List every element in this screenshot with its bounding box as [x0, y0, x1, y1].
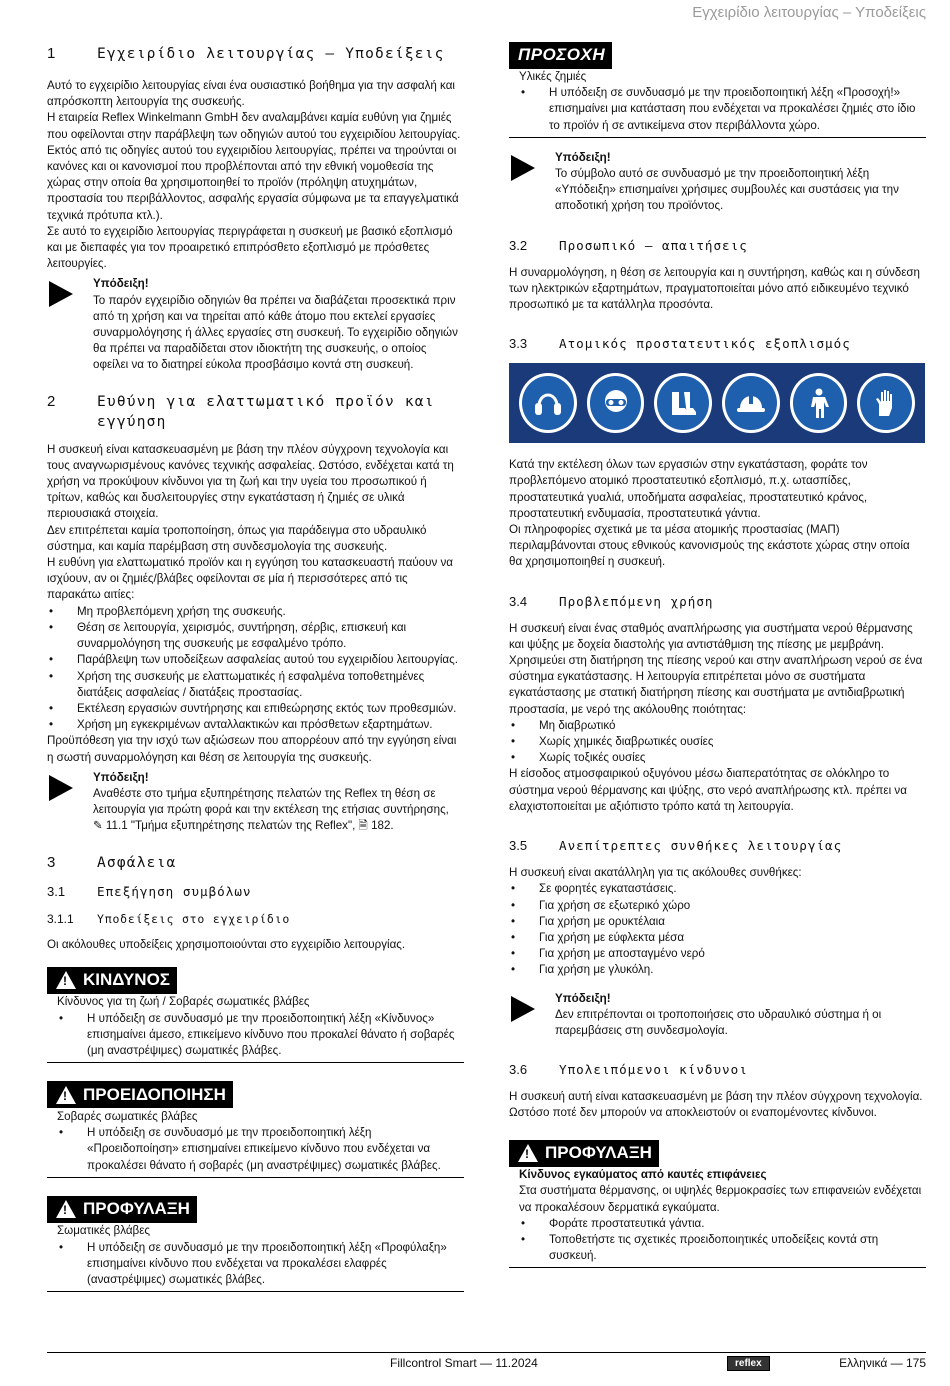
- list-item: • Η υπόδειξη σε συνδυασμό με την προειδοποιητική λέξη «Προφύλαξη» επισημαίνει κίνδυνο που ενδέχεται να προκαλέσει ελαφρές (αναστρέψιμες) σωματικές βλάβες.: [57, 1240, 464, 1289]
- notice-subtitle: Σωματικές βλάβες: [57, 1224, 150, 1238]
- water-quality-list: [509, 718, 926, 767]
- paragraph: Σε αυτό το εγχειρίδιο λειτουργίας περιγράφεται η συσκευή με βασικό εξοπλισμό και με διεπαφές για τον προαιρετικό επιπρόσθετο εξοπλισμό με πρόσθετες λειτουργίες.: [47, 224, 453, 271]
- list-item: • Για χρήση με αποσταγμένο νερό: [509, 946, 926, 962]
- caution-badge: ! ΠΡΟΦΥΛΑΞΗ: [509, 1140, 659, 1167]
- warning-triangle-icon: [518, 1144, 538, 1162]
- paragraph: Οι ακόλουθες υποδείξεις χρησιμοποιούνται στο εγχειρίδιο λειτουργίας.: [47, 937, 406, 951]
- helmet-icon: [722, 373, 780, 433]
- note-text: Το παρόν εγχειρίδιο οδηγιών θα πρέπει να διαβάζεται προσεκτικά πριν από τη χρήση και να τηρείται από κάθε άτομο που εκτελεί εργασίες συναρμολόγησης ή άλλες εργασίες στη συσκευή. Το εγχειρίδιο οδηγιών θα πρέπει να παραδίδεται στον ιδιοκτήτη της συσκευής, ο οποίος οφείλει να το διατηρεί εύκολα προσβάσιμο κοντά στη συσκευή.: [93, 293, 458, 372]
- list-item: • Παράβλεψη των υποδείξεων ασφαλείας αυτού του εγχειριδίου λειτουργίας.: [47, 652, 464, 668]
- safety-boots-icon: [654, 373, 712, 433]
- note-text: Δεν επιτρέπονται οι τροποποιήσεις στο υδραυλικό σύστημα ή οι παρεμβάσεις στη συνδεσμολογία.: [555, 1007, 882, 1037]
- notice-subtitle: Σοβαρές σωματικές βλάβες: [57, 1109, 198, 1123]
- gloves-icon: [857, 373, 915, 433]
- prohibited-conditions-list: [509, 881, 926, 978]
- footer-page-number: Ελληνικά — 175: [839, 1356, 926, 1370]
- attention-badge: ΠΡΟΣΟΧΗ: [509, 42, 612, 69]
- right-column: [509, 42, 926, 1268]
- list-item: • Η υπόδειξη σε συνδυασμό με την προειδοποιητική λέξη «Κίνδυνος» επισημαίνει άμεσο, επικείμενο κίνδυνο που προκαλεί θάνατο ή σοβαρές (μη αναστρέψιμες) σωματικές βλάβες.: [57, 1011, 464, 1060]
- footer-divider: [47, 1352, 926, 1353]
- warning-triangle-icon: [56, 971, 76, 989]
- goggles-icon: [587, 373, 645, 433]
- caution-badge: ! ΠΡΟΦΥΛΑΞΗ: [47, 1196, 197, 1223]
- note-box: [509, 991, 926, 1040]
- section-1-heading: 1 Εγχειρίδιο λειτουργίας – Υποδείξεις: [47, 45, 445, 62]
- page-header-title: Εγχειρίδιο λειτουργίας – Υποδείξεις: [692, 4, 926, 21]
- reflex-logo: reflex: [727, 1356, 770, 1371]
- note-arrow-icon: [47, 770, 93, 835]
- paragraph: Οι πληροφορίες σχετικά με τα μέσα ατομικής προστασίας (ΜΑΠ) περιλαμβάνονται στους εθνικούς κανονισμούς της εκάστοτε χώρας στην οποία θα χρησιμοποιηθεί η συσκευή.: [509, 523, 910, 569]
- cross-reference-link[interactable]: ✎ 11.1 "Τμήμα εξυπηρέτησης πελατών της Reflex", 🗎 182.: [93, 819, 394, 833]
- footer-document-title: Fillcontrol Smart — 11.2024: [390, 1356, 538, 1370]
- paragraph: Δεν επιτρέπεται καμία τροποποίηση, όπως για παράδειγμα στο υδραυλικό σύστημα, και καμία παρέμβαση στη συνδεσμολογία της συσκευής.: [47, 523, 427, 553]
- section-3-1-heading: 3.1 Επεξήγηση συμβόλων: [47, 883, 252, 899]
- note-box: [509, 150, 926, 215]
- note-arrow-icon: [509, 991, 555, 1040]
- list-item: • Θέση σε λειτουργία, χειρισμός, συντήρηση, σέρβις, επισκευή και συναρμολόγηση της συσκευής με εσφαλμένο τρόπο.: [47, 620, 464, 652]
- paragraph: Προϋπόθεση για την ισχύ των αξιώσεων που απορρέουν από την εγγύηση είναι η σωστή συναρμολόγηση και θέση σε λειτουργία της συσκευής.: [47, 734, 457, 764]
- notice-subtitle: Υλικές ζημιές: [519, 70, 587, 83]
- list-item: • Εκτέλεση εργασιών συντήρησης και επιθεώρησης εκτός των προθεσμιών.: [47, 701, 464, 717]
- list-item: • Φοράτε προστατευτικά γάντια.: [519, 1216, 926, 1232]
- list-item: • Χωρίς χημικές διαβρωτικές ουσίες: [509, 734, 926, 750]
- cause-list: [47, 604, 464, 734]
- paragraph: Κατά την εκτέλεση όλων των εργασιών στην εγκατάσταση, φοράτε τον προβλεπόμενο ατομικό προστατευτικό εξοπλισμό, π.χ. ωτασπίδες, προστατευτικά γυαλιά, υποδήματα ασφαλείας, προστατευτικό κράνος, προστατευτική ενδυμασία, προστατευτικά γάντια.: [509, 458, 868, 520]
- paragraph: Η εταιρεία Reflex Winkelmann GmbH δεν αναλαμβάνει καμία ευθύνη για ζημιές που οφείλονται στην παράβλεψη των οδηγιών αυτού του εγχειριδίου λειτουργίας. Εκτός από τις οδηγίες αυτού του εγχειριδίου λειτουργίας, πρέπει να τηρούνται οι κανόνες και οι κανονισμοί που προβλέπονται από την εθνική νομοθεσία της χώρας στην οποία θα χρησιμοποιηθεί το προϊόν (πρόληψη ατυχημάτων, προστασία του περιβάλλοντος, ασφαλής εργασία σύμφωνα με τα επαγγελματικά τεχνικά πρότυπα κτλ.).: [47, 111, 461, 222]
- section-3-4-heading: 3.4 Προβλεπόμενη χρήση: [509, 593, 714, 609]
- notice-text: Στα συστήματα θέρμανσης, οι υψηλές θερμοκρασίες των επιφανειών ενδέχεται να προκαλέσουν δερματικά εγκαύματα.: [519, 1184, 922, 1214]
- list-item: • Η υπόδειξη σε συνδυασμό με την προειδοποιητική λέξη «Προσοχή!» επισημαίνει μια κατάσταση που ενδέχεται να προκαλέσει ζημιές στο ίδιο το προϊόν ή σε αντικείμενα στον περιβάλλοντα χώρο.: [519, 85, 926, 134]
- list-item: • Για χρήση με ορυκτέλαια: [509, 914, 926, 930]
- warning-triangle-icon: [56, 1086, 76, 1104]
- section-3-3-heading: 3.3 Ατομικός προστατευτικός εξοπλισμός: [509, 336, 851, 352]
- note-arrow-icon: [47, 276, 93, 373]
- paragraph: Αυτό το εγχειρίδιο λειτουργίας είναι ένα ουσιαστικό βοήθημα για την ασφαλή και απρόσκοπτη λειτουργία της συσκευής.: [47, 79, 455, 109]
- danger-badge: ! ΚΙΝΔΥΝΟΣ: [47, 967, 177, 994]
- section-3-2-heading: 3.2 Προσωπικό – απαιτήσεις: [509, 237, 748, 253]
- paragraph: Η συσκευή είναι ένας σταθμός αναπλήρωσης για συστήματα νερού θέρμανσης και ψύξης με δοχεία διαστολής για αντιστάθμιση της πίεσης με μεμβράνη. Χρησιμεύει στη διατήρηση της πίεσης νερού και στην αναπλήρωση νερού σε ένα σύστημα εγκατάστασης. Η λειτουργία επιτρέπεται μόνο σε συστήματα εγκατάστασης με στατική διατήρηση πίεσης και συστήματα με αντιδιαβρωτική προστασία, με νερό της ακόλουθης ποιότητας:: [509, 621, 923, 716]
- note-box: [47, 770, 464, 835]
- notice-subtitle: Κίνδυνος για τη ζωή / Σοβαρές σωματικές βλάβες: [57, 995, 310, 1009]
- note-title: Υπόδειξη!: [555, 991, 611, 1005]
- warning-triangle-icon: [56, 1200, 76, 1218]
- list-item: • Μη προβλεπόμενη χρήση της συσκευής.: [47, 604, 464, 620]
- note-text: Το σύμβολο αυτό σε συνδυασμό με την προειδοποιητική λέξη «Υπόδειξη» επισημαίνει χρήσιμες συμβουλές και συστάσεις για την αποδοτική χρήση του προϊόντος.: [555, 167, 899, 213]
- warning-badge: ! ΠΡΟΕΙΔΟΠΟΙΗΣΗ: [47, 1081, 233, 1108]
- list-item: • Η υπόδειξη σε συνδυασμό με την προειδοποιητική λέξη «Προειδοποίηση» επισημαίνει επικείμενο κίνδυνο που ενδέχεται να προκαλέσει θάνατο ή σοβαρές (μη αναστρέψιμες) σωματικές βλάβες.: [57, 1125, 464, 1174]
- section-2-heading: 2 Ευθύνη για ελαττωματικό προϊόν και εγγύηση: [47, 392, 435, 430]
- left-column: [47, 44, 464, 1292]
- warning-notice: [47, 1081, 464, 1178]
- note-box: [47, 276, 464, 373]
- burn-caution-notice: [509, 1140, 926, 1269]
- list-item: • Χωρίς τοξικές ουσίες: [509, 750, 926, 766]
- note-title: Υπόδειξη!: [93, 770, 149, 784]
- paragraph: Η συναρμολόγηση, η θέση σε λειτουργία και η συντήρηση, καθώς και η σύνδεση των ηλεκτρικών εξαρτημάτων, πραγματοποιείται μόνο από ειδικευμένο τεχνικό προσωπικό με τα κατάλληλα προσόντα.: [509, 265, 920, 312]
- note-text: Αναθέστε στο τμήμα εξυπηρέτησης πελατών της Reflex τη θέση σε λειτουργία για πρώτη φορά και την εκτέλεση της ετήσιας συντήρησης,: [93, 786, 449, 817]
- caution-notice: [47, 1196, 464, 1293]
- section-3-1-1-heading: 3.1.1 Υποδείξεις στο εγχειρίδιο: [47, 911, 291, 926]
- list-item: • Σε φορητές εγκαταστάσεις.: [509, 881, 926, 897]
- paragraph: Η συσκευή είναι κατασκευασμένη με βάση την πλέον σύγχρονη τεχνολογία και τους αναγνωρισμένους κανόνες τεχνικής ασφαλείας. Ωστόσο, ενδέχεται κατά τη χρήση να προκύψουν κίνδυνοι για τη ζωή και την υγεία του προσωπικού ή τρίτων, καθώς και δυσλειτουργίες στην εγκατάσταση ή ζημιές σε υλικά περιουσιακά στοιχεία.: [47, 442, 454, 521]
- list-item: • Μη διαβρωτικό: [509, 718, 926, 734]
- list-item: • Για χρήση με εύφλεκτα μέσα: [509, 930, 926, 946]
- paragraph: Η ευθύνη για ελαττωματικό προϊόν και η εγγύηση του κατασκευαστή παύουν να ισχύουν, αν οι ζημιές/βλάβες οφείλονται σε μία ή περισσότερες από τις παρακάτω αιτίες:: [47, 556, 453, 602]
- list-item: • Για χρήση με γλυκόλη.: [509, 962, 926, 978]
- paragraph: Η συσκευή αυτή είναι κατασκευασμένη με βάση την πλέον σύγχρονη τεχνολογία. Ωστόσο ποτέ δεν μπορούν να αποκλειστούν οι εναπομένοντες κίνδυνοι.: [509, 1090, 923, 1120]
- paragraph: Η συσκευή είναι ακατάλληλη για τις ακόλουθες συνθήκες:: [509, 866, 802, 880]
- note-title: Υπόδειξη!: [93, 277, 149, 291]
- note-arrow-icon: [509, 150, 555, 215]
- list-item: • Για χρήση σε εξωτερικό χώρο: [509, 898, 926, 914]
- ear-protection-icon: [519, 373, 577, 433]
- notice-subtitle: Κίνδυνος εγκαύματος από καυτές επιφάνειες: [519, 1168, 767, 1182]
- section-3-heading: 3 Ασφάλεια: [47, 853, 177, 871]
- section-3-5-heading: 3.5 Ανεπίτρεπτες συνθήκες λειτουργίας: [509, 838, 843, 854]
- ppe-icon-strip: [509, 363, 925, 443]
- section-3-6-heading: 3.6 Υπολειπόμενοι κίνδυνοι: [509, 1062, 748, 1078]
- note-title: Υπόδειξη!: [555, 150, 611, 164]
- list-item: • Τοποθετήστε τις σχετικές προειδοποιητικές υποδείξεις κοντά στη συσκευή.: [519, 1232, 926, 1264]
- list-item: • Χρήση της συσκευής με ελαττωματικές ή εσφαλμένα τοποθετημένες διατάξεις ασφαλείας / διατάξεις προστασίας.: [47, 669, 464, 701]
- protective-suit-icon: [790, 373, 848, 433]
- danger-notice: [47, 967, 464, 1064]
- attention-notice: [509, 42, 926, 138]
- paragraph: Η είσοδος ατμοσφαιρικού οξυγόνου μέσω διαπερατότητας σε ολόκληρο το σύστημα νερού θέρμανσης και ψύξης, στο νερό αναπλήρωσης κτλ. πρέπει να ελαχιστοποιείται με αξιόπιστο τρόπο κατά τη λειτουργία.: [509, 767, 907, 813]
- list-item: • Χρήση μη εγκεκριμένων ανταλλακτικών και πρόσθετων εξαρτημάτων.: [47, 717, 464, 733]
